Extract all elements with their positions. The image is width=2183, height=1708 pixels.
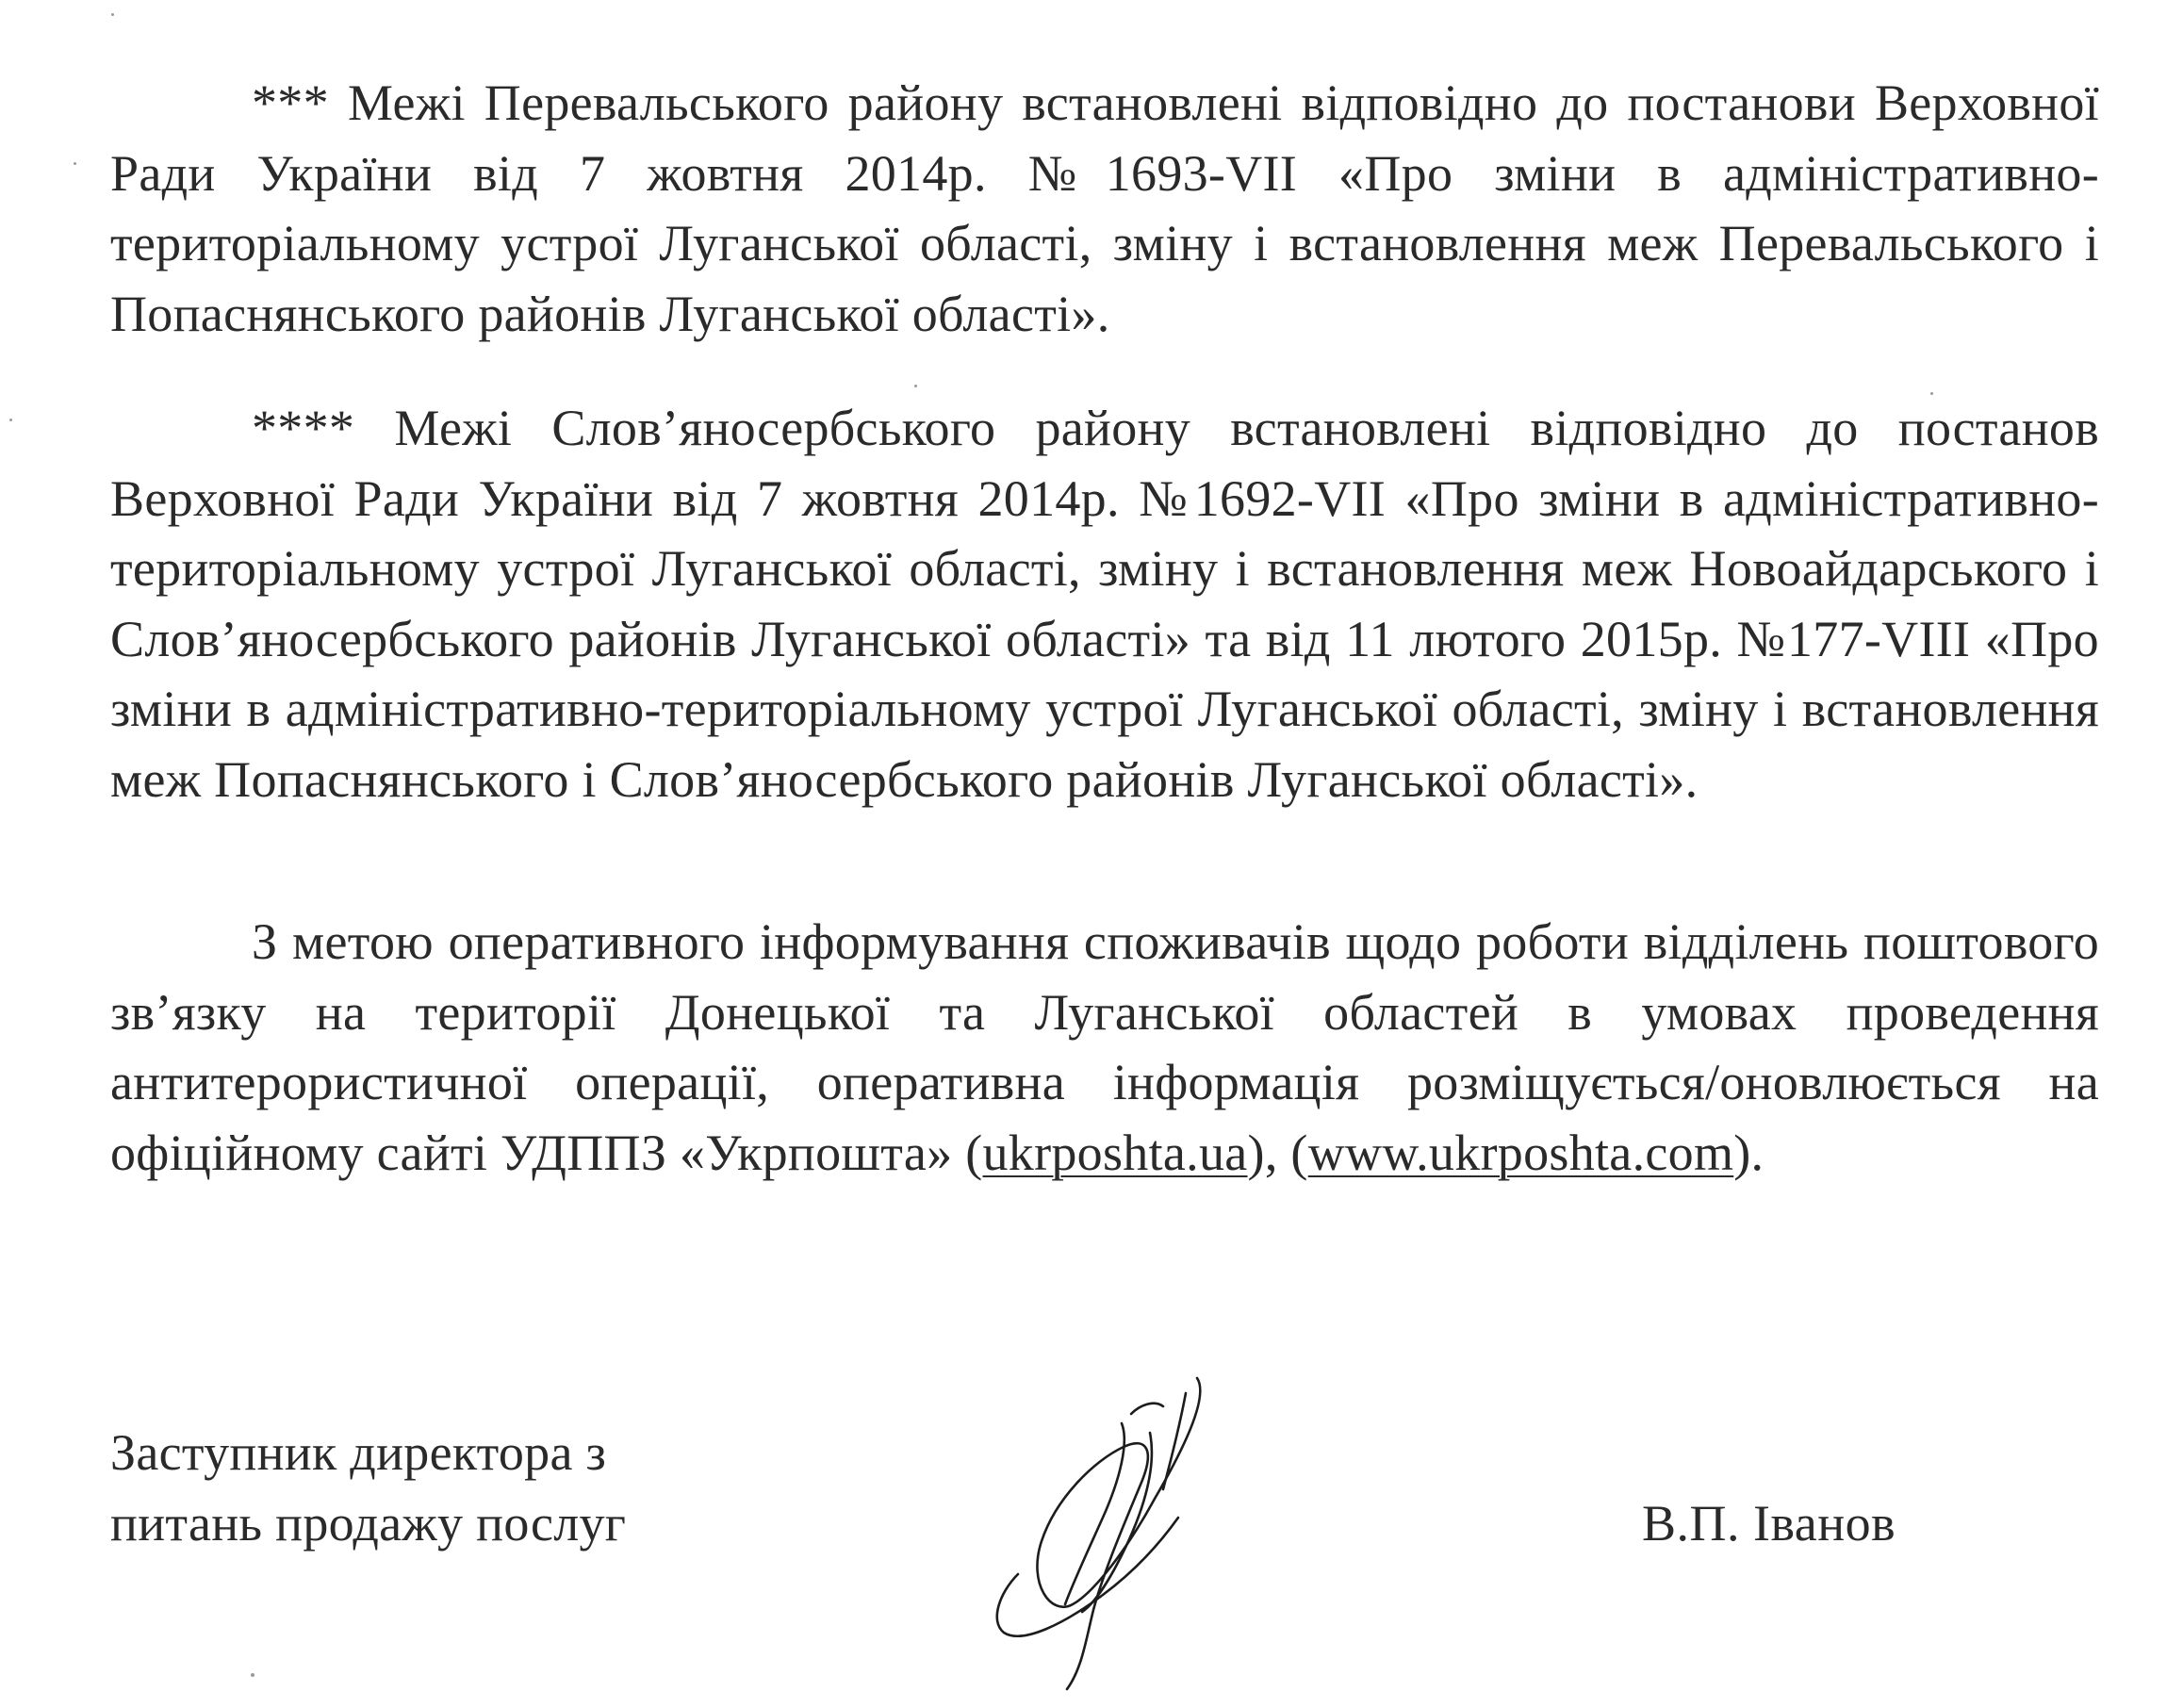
info-text-before: З метою оперативного інформування споживачів щодо роботи відділень поштового зв’язку на території Донецької та Луганської областей в умовах проведення антитерористичної операції, оперативна інформація розміщується/оновлюється на офіційному сайті УДППЗ «Укрпошта» (	[110, 913, 2099, 1181]
ukrposhta-ua-link[interactable]: ukrposhta.ua	[982, 1124, 1248, 1181]
scan-speck	[251, 1673, 254, 1677]
info-text-after: ).	[1733, 1124, 1764, 1181]
scan-speck	[111, 13, 114, 16]
paragraph-info-notice	[110, 907, 2099, 1188]
signatory-position-line2: питань продажу послуг	[110, 1495, 627, 1552]
info-text-middle: ), (	[1247, 1124, 1308, 1181]
signatory-name: В.П. Іванов	[1642, 1495, 1896, 1552]
signatory-position-line1: Заступник директора з	[110, 1424, 607, 1481]
scan-speck	[74, 162, 76, 165]
ukrposhta-com-link[interactable]: www.ukrposhta.com	[1307, 1124, 1734, 1181]
signatory-position	[110, 1418, 626, 1559]
paragraph-perevalsk-footnote: *** Межі Перевальського району встановлені відповідно до постанови Верховної Ради України від 7 жовтня 2014р. №1693-VII «Про зміни в адміністративно-територіальному устрої Луганської області, зміну і встановлення меж Перевальського і Попаснянського районів Луганської області».	[110, 74, 2099, 342]
scan-speck	[9, 419, 12, 421]
scan-speck	[914, 385, 917, 387]
paragraph-slovianoserbsk-footnote: **** Межі Слов’яносербського району встановлені відповідно до постанов Верховної Ради України від 7 жовтня 2014р. №1692-VII «Про зміни в адміністративно-територіальному устрої Луганської області, зміну і встановлення меж Новоайдарського і Слов’яносербського районів Луганської області» та від 11 лютого 2015р. №177-VIII «Про зміни в адміністративно-територіальному устрої Луганської області, зміну і встановлення меж Попаснянського і Слов’яносербського районів Луганської області».	[110, 400, 2099, 808]
scan-speck	[1930, 392, 1933, 395]
handwritten-signature	[961, 1357, 1263, 1697]
